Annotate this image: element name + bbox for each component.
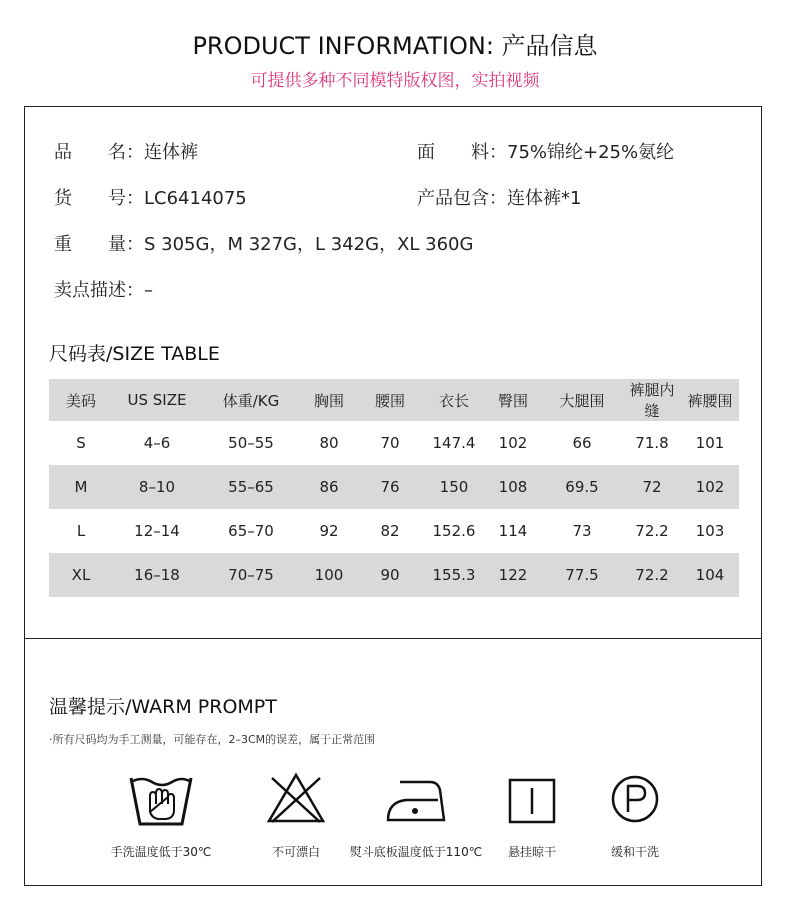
name-value: 连体裤 bbox=[144, 142, 198, 163]
size-table bbox=[49, 379, 739, 597]
name-label: 品 名： bbox=[54, 142, 144, 163]
item-no-label: 货 号： bbox=[54, 188, 144, 209]
size-table-title: 尺码表/SIZE TABLE bbox=[49, 343, 220, 365]
table-cell: L bbox=[76, 522, 86, 540]
table-cell: 103 bbox=[695, 522, 725, 540]
table-cell: 77.5 bbox=[565, 566, 599, 584]
info-selling-row bbox=[54, 276, 153, 302]
table-cell: 76 bbox=[380, 478, 400, 496]
care-label-dry-clean: 缓和干洗 bbox=[610, 845, 659, 859]
table-cell: 73 bbox=[572, 522, 592, 540]
table-cell: 101 bbox=[695, 434, 725, 452]
table-cell: 102 bbox=[695, 478, 725, 496]
info-item-no-row bbox=[54, 184, 247, 210]
table-row bbox=[49, 509, 739, 553]
no-bleach-icon bbox=[266, 772, 326, 824]
header-cell: US SIZE bbox=[127, 391, 187, 409]
table-row bbox=[49, 553, 739, 597]
header-cell: 裤腿内缝 bbox=[629, 381, 675, 420]
table-cell: 70 bbox=[380, 434, 400, 452]
fabric-value: 75%锦纶+25%氨纶 bbox=[507, 142, 675, 163]
measurement-note: ·所有尺码均为手工测量，可能存在，2–3CM的误差，属于正常范围 bbox=[49, 733, 376, 746]
table-cell: 86 bbox=[319, 478, 339, 496]
info-package-row bbox=[417, 184, 581, 210]
table-cell: 65–70 bbox=[228, 522, 274, 540]
care-label-iron: 熨斗底板温度低于110℃ bbox=[349, 845, 483, 859]
table-cell: 50–55 bbox=[228, 434, 274, 452]
table-cell: 72.2 bbox=[635, 566, 669, 584]
page-subtitle: 可提供多种不同模特版权图，实拍视频 bbox=[250, 71, 540, 91]
table-cell: 70–75 bbox=[228, 566, 274, 584]
table-cell: 66 bbox=[572, 434, 592, 452]
table-cell: 108 bbox=[498, 478, 528, 496]
item-no-value: LC6414075 bbox=[144, 188, 247, 209]
table-cell: 155.3 bbox=[432, 566, 476, 584]
page-title: PRODUCT INFORMATION: 产品信息 bbox=[192, 32, 598, 60]
table-cell: 114 bbox=[498, 522, 528, 540]
table-cell: 8–10 bbox=[138, 478, 176, 496]
table-cell: 92 bbox=[319, 522, 339, 540]
info-weight-row bbox=[54, 230, 473, 256]
table-cell: 150 bbox=[439, 478, 469, 496]
table-cell: 71.8 bbox=[635, 434, 669, 452]
table-cell: 82 bbox=[380, 522, 400, 540]
header-cell: 腰围 bbox=[374, 391, 405, 410]
table-cell: 90 bbox=[380, 566, 400, 584]
weight-label: 重 量： bbox=[54, 234, 144, 255]
table-cell: 72.2 bbox=[635, 522, 669, 540]
header-cell: 衣长 bbox=[438, 391, 469, 410]
table-cell: 152.6 bbox=[432, 522, 476, 540]
table-cell: 12–14 bbox=[134, 522, 180, 540]
info-fabric-row bbox=[417, 138, 674, 164]
hang-dry-icon bbox=[508, 778, 556, 824]
package-label: 产品包含： bbox=[417, 188, 507, 209]
header-cell: 臀围 bbox=[497, 391, 528, 410]
table-row bbox=[49, 465, 739, 509]
table-cell: XL bbox=[71, 566, 91, 584]
hand-wash-icon bbox=[128, 772, 194, 830]
table-cell: M bbox=[74, 478, 88, 496]
selling-value: – bbox=[144, 280, 153, 301]
header-cell: 裤腰围 bbox=[687, 391, 733, 410]
care-label-no-bleach: 不可漂白 bbox=[271, 845, 320, 859]
table-cell: S bbox=[76, 434, 86, 452]
table-row bbox=[49, 421, 739, 465]
table-cell: 102 bbox=[498, 434, 528, 452]
header-cell: 体重/KG bbox=[222, 391, 280, 410]
table-cell: 147.4 bbox=[432, 434, 476, 452]
table-cell: 122 bbox=[498, 566, 528, 584]
care-label-hand-wash: 手洗温度低于30℃ bbox=[110, 845, 212, 859]
table-cell: 100 bbox=[314, 566, 344, 584]
table-cell: 69.5 bbox=[565, 478, 599, 496]
section-divider bbox=[24, 638, 762, 639]
care-label-hang-dry: 悬挂晾干 bbox=[507, 845, 556, 859]
table-cell: 72 bbox=[642, 478, 662, 496]
info-name-row bbox=[54, 138, 198, 164]
table-cell: 4–6 bbox=[143, 434, 171, 452]
iron-low-icon bbox=[386, 778, 446, 824]
table-cell: 80 bbox=[319, 434, 339, 452]
package-value: 连体裤*1 bbox=[507, 188, 582, 209]
dry-clean-p-icon bbox=[610, 774, 660, 824]
warm-prompt-title: 温馨提示/WARM PROMPT bbox=[49, 696, 277, 718]
weight-value: S 305G，M 327G，L 342G，XL 360G bbox=[144, 234, 474, 255]
table-cell: 104 bbox=[695, 566, 725, 584]
table-cell: 55–65 bbox=[228, 478, 274, 496]
header-cell: 美码 bbox=[65, 391, 96, 410]
table-cell: 16–18 bbox=[134, 566, 180, 584]
header-cell: 大腿围 bbox=[559, 391, 605, 410]
selling-label: 卖点描述： bbox=[54, 280, 144, 301]
size-table-header bbox=[49, 379, 739, 421]
header-cell: 胸围 bbox=[313, 391, 344, 410]
fabric-label: 面 料： bbox=[417, 142, 507, 163]
